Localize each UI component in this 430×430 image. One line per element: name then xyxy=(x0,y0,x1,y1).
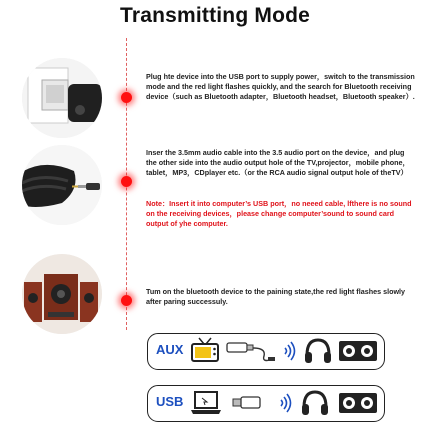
page-title: Transmitting Mode xyxy=(119,4,311,27)
headphones-icon xyxy=(303,337,333,365)
usb-mode-panel xyxy=(147,385,385,422)
bluetooth-dongle-icon xyxy=(232,395,262,413)
timeline-dot-1 xyxy=(121,92,132,103)
speaker-box-icon-usb xyxy=(338,392,378,414)
timeline-dot-3 xyxy=(121,295,132,306)
tv-icon xyxy=(190,337,220,365)
bluetooth-waves-icon-usb xyxy=(278,393,294,413)
aux-mode-panel xyxy=(147,333,385,370)
usb-label: USB xyxy=(156,394,184,409)
step-2-text: Inser the 3.5mm audio cable into the 3.5 audio port on the device，and plug the other side into the audio output hole of the TV,projector，mobile phone，tablet，MP3，CDplayer etc.（or the RCA audio signal output hole of theTV） xyxy=(146,148,410,178)
aux-cable-photo xyxy=(22,145,102,225)
timeline-dot-2 xyxy=(121,176,132,187)
step-2-note: Note：Insert it into computer’s USB port，no neeed cable, lfthere is no sound on the receiving devices，please change computer’sound to sound card output of yhe computer. xyxy=(146,199,412,229)
usb-transmitter-photo xyxy=(22,58,102,138)
speaker-box-icon xyxy=(338,340,378,362)
step-3-text: Tum on the bluetooth device to the paining state,the red light flashes slowly after paring successuly. xyxy=(146,287,406,307)
aux-label: AUX xyxy=(156,342,184,357)
bluetooth-dongle-with-cable-icon xyxy=(226,340,276,364)
speaker-system-photo xyxy=(22,254,102,334)
bluetooth-waves-icon xyxy=(282,341,298,361)
laptop-icon xyxy=(190,390,222,416)
step-1-text: Plug hte device into the USB port to supply power，switch to the transmission mode and the red light flashes quickly, and the search for Bluetooth receiving device（such as Bluetooth adapter，Bluetooth headset，Bluetooth speaker）. xyxy=(146,72,415,102)
headphones-icon-usb xyxy=(300,389,330,417)
